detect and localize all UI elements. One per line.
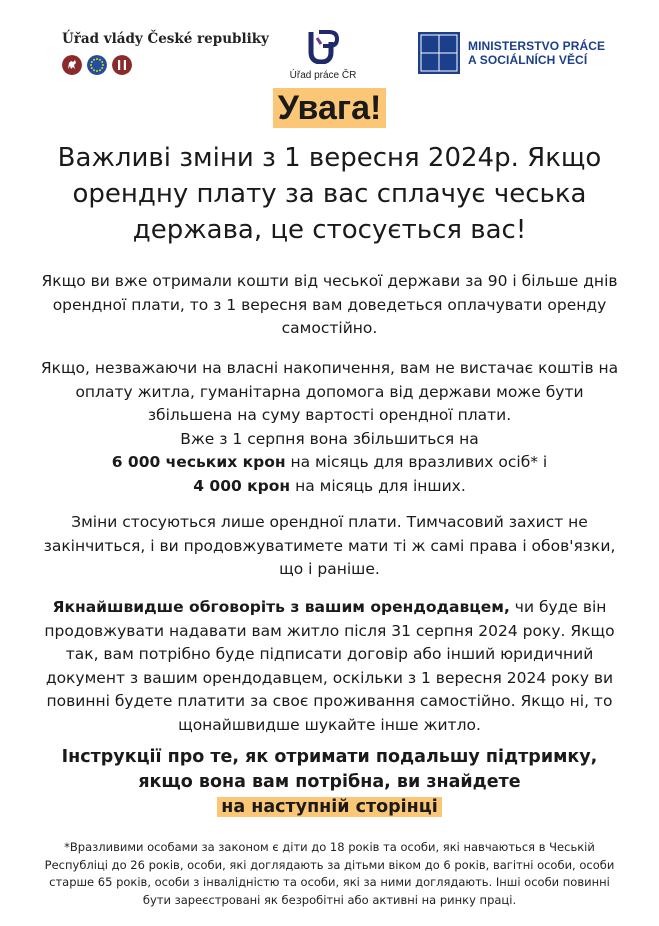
government-emblem-icon [112, 55, 132, 75]
ministry-name [468, 39, 605, 67]
title-wrap [0, 88, 659, 128]
paragraph-temporary-protection: Зміни стосуються лише орендної плати. Тимчасовий захист не закінчиться, і ви продовжуватимете мати ті ж самі права і обов'язки, що і раніше. [43, 513, 616, 579]
govt-icons [62, 55, 269, 75]
paragraph-landlord [36, 596, 623, 738]
ministry-logo [418, 32, 605, 74]
aid-text: Якщо, незважаючи на власні накопичення, вам не вистачає коштів на оплату житла, гуманітарна допомога від держави може бути збільшена на суму вартості орендної плати. [40, 359, 619, 425]
landlord-rest: чи буде він продовжувати надавати вам житло після 31 серпня 2024 року. Якщо так, вам потрібно буде підписати договір або інший юридичний документ з вашим орендодавцем, оскільки з 1 вересня 2024 року ви повинні будете платити за своє проживання самостійно. Якщо ні, то щонайшвидше шукайте інше житло. [44, 598, 615, 734]
amount-vulnerable: 6 000 чеських крон [111, 453, 286, 472]
aid-amount-others [36, 475, 623, 499]
czech-lion-emblem-icon [62, 55, 82, 75]
ministry-name-line1: MINISTERSTVO PRÁCE [468, 39, 606, 53]
aid-increase-line: Вже з 1 серпня вона збільшиться на [180, 429, 479, 448]
footnote: *Вразливими особами за законом є діти до 18 років та особи, які навчаються в Чеській Республіці до 26 років, особи, які доглядають за дітьми віком до 6 років, вагітні особи, особи старше 65 років, особи з інвалідністю та особи, які за ними доглядають. Інші особи повинні бути зареєстровані як безробітні або активні на ринку праці. [44, 840, 615, 907]
instructions-line2: якщо вона вам потрібна, ви знайдете [138, 772, 521, 792]
labor-office-logo [283, 30, 363, 81]
instructions-next-page: на наступній сторінці [217, 797, 441, 817]
subtitle: Важливі зміни з 1 вересня 2024р. Якщо орендну плату за вас сплачує чеська держава, це стосується вас! [57, 143, 602, 245]
header [0, 0, 659, 90]
paragraph-rent-payment: Якщо ви вже отримали кошти від чеської держави за 90 і більше днів орендної плати, то з 1 вересня вам доведеться оплачувати оренду самостійно. [41, 272, 618, 338]
paragraph-humanitarian-aid [36, 357, 623, 499]
landlord-bold: Якнайшвидше обговоріть з вашим орендодавцем, [52, 598, 510, 616]
govt-office-logo [62, 31, 269, 75]
eu-stars-icon [87, 55, 107, 75]
instructions-note [30, 745, 629, 820]
page-title: Увага! [273, 88, 387, 128]
instructions-line1: Інструкції про те, як отримати подальшу підтримку, [61, 747, 598, 767]
amount-vulnerable-rest: на місяць для вразливих осіб* і [285, 453, 548, 472]
govt-office-name: Úřad vlády České republiky [62, 31, 269, 47]
aid-amount-vulnerable [36, 451, 623, 475]
amount-others-rest: на місяць для інших. [290, 476, 466, 495]
labor-office-label: Úřad práce ČR [289, 70, 357, 81]
mpsv-logo-icon [418, 32, 460, 74]
ministry-name-line2: A SOCIÁLNÍCH VĚCÍ [468, 53, 588, 67]
amount-others: 4 000 крон [193, 476, 291, 495]
labor-office-logo-icon [307, 30, 339, 64]
